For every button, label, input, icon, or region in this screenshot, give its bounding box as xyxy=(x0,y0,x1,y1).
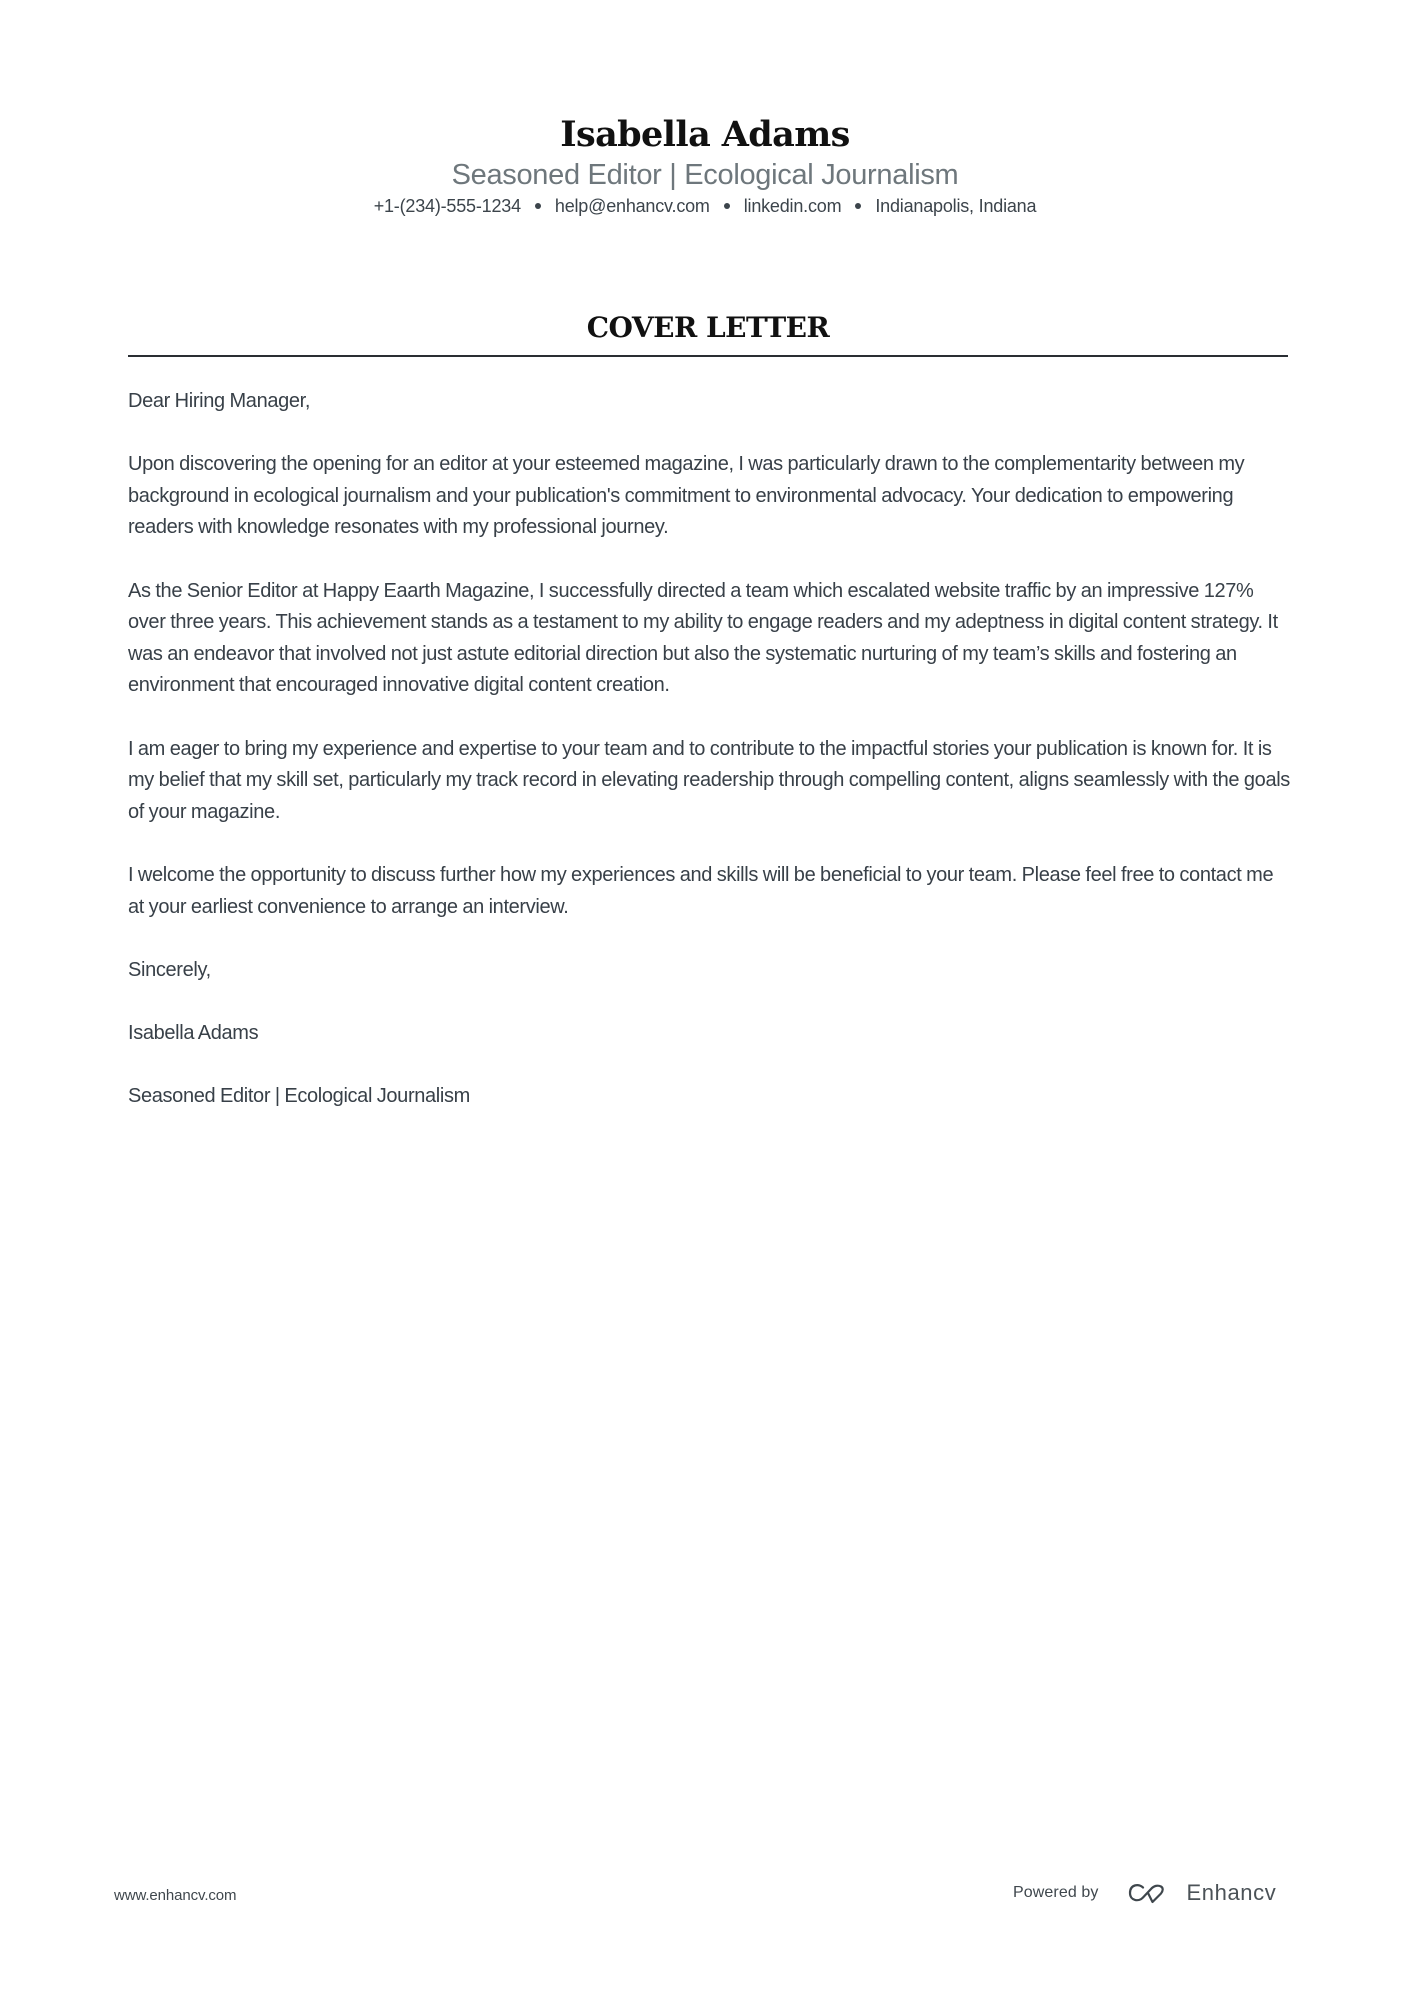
bullet-separator-icon xyxy=(855,203,861,209)
section-header xyxy=(128,309,1288,347)
applicant-title: Seasoned Editor | Ecological Journalism xyxy=(451,159,959,191)
contact-linkedin: linkedin.com xyxy=(743,196,842,216)
enhancv-logo xyxy=(1127,1880,1277,1906)
letter-paragraph: I welcome the opportunity to discuss further how my experiences and skills will be beneficial to your team. Please feel free to contact me at your earliest convenience to arrange an interview. xyxy=(128,863,1274,918)
letter-paragraph: I am eager to bring my experience and expertise to your team and to contribute to the impactful stories your publication is known for. It is my belief that my skill set, particularly my track record in elevating readership through compelling content, aligns seamlessly with the goals of your magazine. xyxy=(128,737,1290,823)
footer-website-link[interactable]: www.enhancv.com xyxy=(114,1887,237,1904)
resume-header xyxy=(0,112,1410,218)
contact-phone: +1-(234)-555-1234 xyxy=(373,196,521,216)
letter-paragraph: Upon discovering the opening for an editor at your esteemed magazine, I was particularly drawn to the complementarity between my background in ecological journalism and your publication's commitment to environmental advocacy. Your dedication to empowering readers with knowledge resonates with my professional journey. xyxy=(128,453,1245,539)
brand-wordmark: Enhancv xyxy=(1186,1880,1277,1905)
powered-by-badge[interactable] xyxy=(1013,1880,1276,1906)
section-divider xyxy=(128,355,1288,357)
contact-line xyxy=(0,194,1410,218)
bullet-separator-icon xyxy=(535,203,541,209)
signature-title: Seasoned Editor | Ecological Journalism xyxy=(128,1085,470,1108)
closing: Sincerely, xyxy=(128,958,211,981)
salutation: Dear Hiring Manager, xyxy=(128,390,311,412)
contact-email: help@enhancv.com xyxy=(554,196,710,216)
bullet-separator-icon xyxy=(724,203,730,209)
applicant-name: Isabella Adams xyxy=(560,114,850,155)
signature-name: Isabella Adams xyxy=(128,1021,259,1044)
section-title: COVER LETTER xyxy=(586,311,830,344)
enhancv-logo-icon xyxy=(1127,1881,1173,1905)
powered-by-label: Powered by xyxy=(1013,1884,1099,1901)
contact-location: Indianapolis, Indiana xyxy=(875,196,1037,216)
letter-paragraph: As the Senior Editor at Happy Eaarth Magazine, I successfully directed a team which escalated website traffic by an impressive 127% over three years. This achievement stands as a testament to my ability to engage readers and my adeptness in digital content strategy. It was an endeavor that involved not just astute editorial direction but also the systematic nurturing of my team’s skills and fostering an environment that encouraged innovative digital content creation. xyxy=(128,579,1278,697)
letter-body xyxy=(128,386,1293,1144)
